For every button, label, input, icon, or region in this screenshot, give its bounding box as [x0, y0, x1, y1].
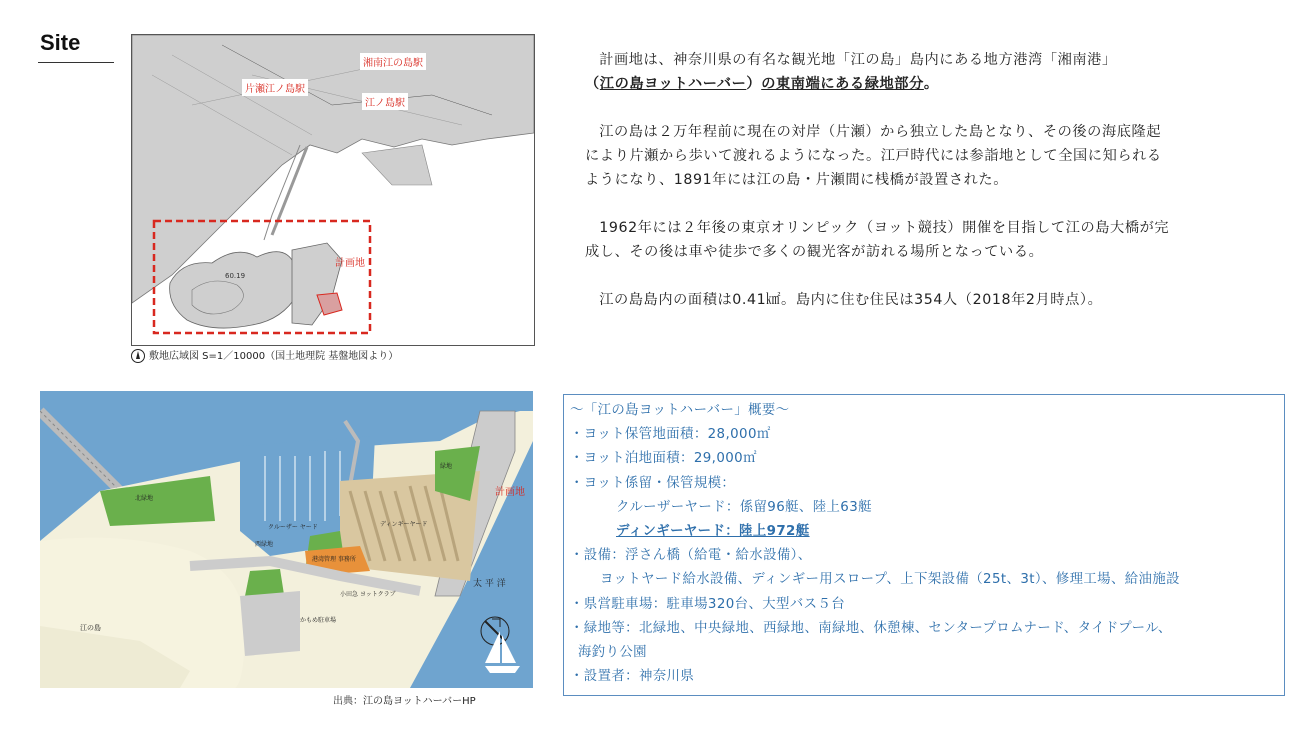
paragraph-2-line-1: 江の島は２万年程前に現在の対岸（片瀬）から独立した島となり、その後の海底隆起: [599, 124, 1162, 140]
overview-storage-area: ・ヨット保管地面積：28,000㎡: [570, 427, 771, 443]
harbor-site-label: 計画地: [495, 487, 525, 498]
green-area-emphasis: の東南端にある緑地部分: [761, 76, 924, 92]
overview-facilities: ・設備：浮さん橋（給電・給水設備）、: [570, 548, 812, 564]
paragraph-1-line-1: 計画地は、神奈川県の有名な観光地「江の島」島内にある地方港湾「湘南港」: [599, 52, 1117, 68]
harbor-map-drawing: [40, 391, 533, 688]
harbor-map: [40, 391, 533, 688]
north-green-label: 北緑地: [135, 495, 154, 502]
paragraph-1-line-2: [585, 72, 1275, 96]
overview-cruiser-yard: クルーザーヤード：係留96艇、陸上63艇: [616, 499, 872, 515]
harbor-map-caption: 出典：江の島ヨットハーバーHP: [333, 696, 476, 707]
overview-owner: ・設置者：神奈川県: [570, 669, 695, 685]
north-arrow-icon: [131, 349, 145, 363]
overview-anchorage-area: ・ヨット泊地面積：29,000㎡: [570, 451, 757, 467]
yacht-club-label: 小田急 ヨットクラブ: [340, 591, 396, 598]
island-label: 江の島: [80, 624, 101, 632]
paragraph-1-close-paren: ）: [746, 76, 762, 92]
site-label: 計画地: [335, 258, 365, 269]
yacht-harbor-emphasis: 江の島ヨットハーバー: [599, 76, 747, 92]
station-label-enoshima: 江ノ島駅: [362, 93, 408, 110]
site-description: [585, 48, 1275, 312]
yacht-harbor-overview: [563, 394, 1285, 696]
title-underline: [38, 62, 114, 63]
paragraph-2-line-3: ようになり、1891年には江の島・片瀬間に桟橋が設置された。: [585, 172, 1008, 188]
parking-label: かもめ駐車場: [300, 617, 337, 624]
west-green-label: 西緑地: [255, 541, 274, 548]
paragraph-4-line-1: 江の島島内の面積は0.41㎢。島内に住む住民は354人（2018年2月時点）。: [599, 292, 1103, 308]
overview-green-areas: ・緑地等：北緑地、中央緑地、西緑地、南緑地、休憩棟、センタープロムナード、タイドプール、: [570, 620, 1172, 636]
paragraph-1-end: 。: [923, 76, 939, 92]
overview-green-areas-cont: 海釣り公園: [578, 645, 647, 661]
overview-title: ～「江の島ヨットハーバー」概要～: [570, 403, 790, 418]
cruiser-yard-label: クルーザー ヤード: [268, 524, 318, 531]
overview-facilities-detail: ヨットヤード給水設備、ディンギー用スロープ、上下架設備（25t、3t）、修理工場、給油施設: [600, 572, 1180, 588]
station-label-katase-enoshima: 片瀬江ノ島駅: [242, 79, 308, 96]
paragraph-1-open-paren: （: [585, 76, 600, 92]
pacific-ocean-label: 太 平 洋: [473, 579, 506, 589]
harbor-office-label: 港湾管理 事務所: [312, 556, 356, 563]
overview-capacity-heading: ・ヨット係留・保管規模：: [570, 475, 736, 491]
wide-area-map: [131, 34, 535, 346]
paragraph-3-line-1: 1962年には２年後の東京オリンピック（ヨット競技）開催を目指して江の島大橋が完: [599, 220, 1170, 236]
paragraph-2-line-2: により片瀬から歩いて渡れるようになった。江戸時代には参詣地として全国に知られる: [585, 148, 1162, 164]
overview-dinghy-yard: [570, 520, 1278, 544]
dinghy-yard-highlight: ディンギーヤード：陸上972艇: [616, 524, 810, 540]
overview-parking: ・県営駐車場：駐車場320台、大型バス５台: [570, 596, 845, 612]
peak-elevation-label: 60.19: [225, 272, 246, 280]
station-label-shonan-enoshima: 湘南江の島駅: [360, 53, 426, 70]
caption-text: 敷地広域図 S=1／10000（国土地理院 基盤地図より）: [149, 351, 399, 362]
green-area-label: 緑地: [440, 463, 453, 470]
paragraph-3-line-2: 成し、その後は車や徒歩で多くの観光客が訪れる場所となっている。: [585, 244, 1044, 260]
site-title: Site: [40, 30, 81, 55]
wide-area-map-caption: [131, 347, 398, 363]
wide-area-map-drawing: [132, 35, 534, 345]
dinghy-yard-label: ディンギーヤード: [380, 521, 428, 528]
